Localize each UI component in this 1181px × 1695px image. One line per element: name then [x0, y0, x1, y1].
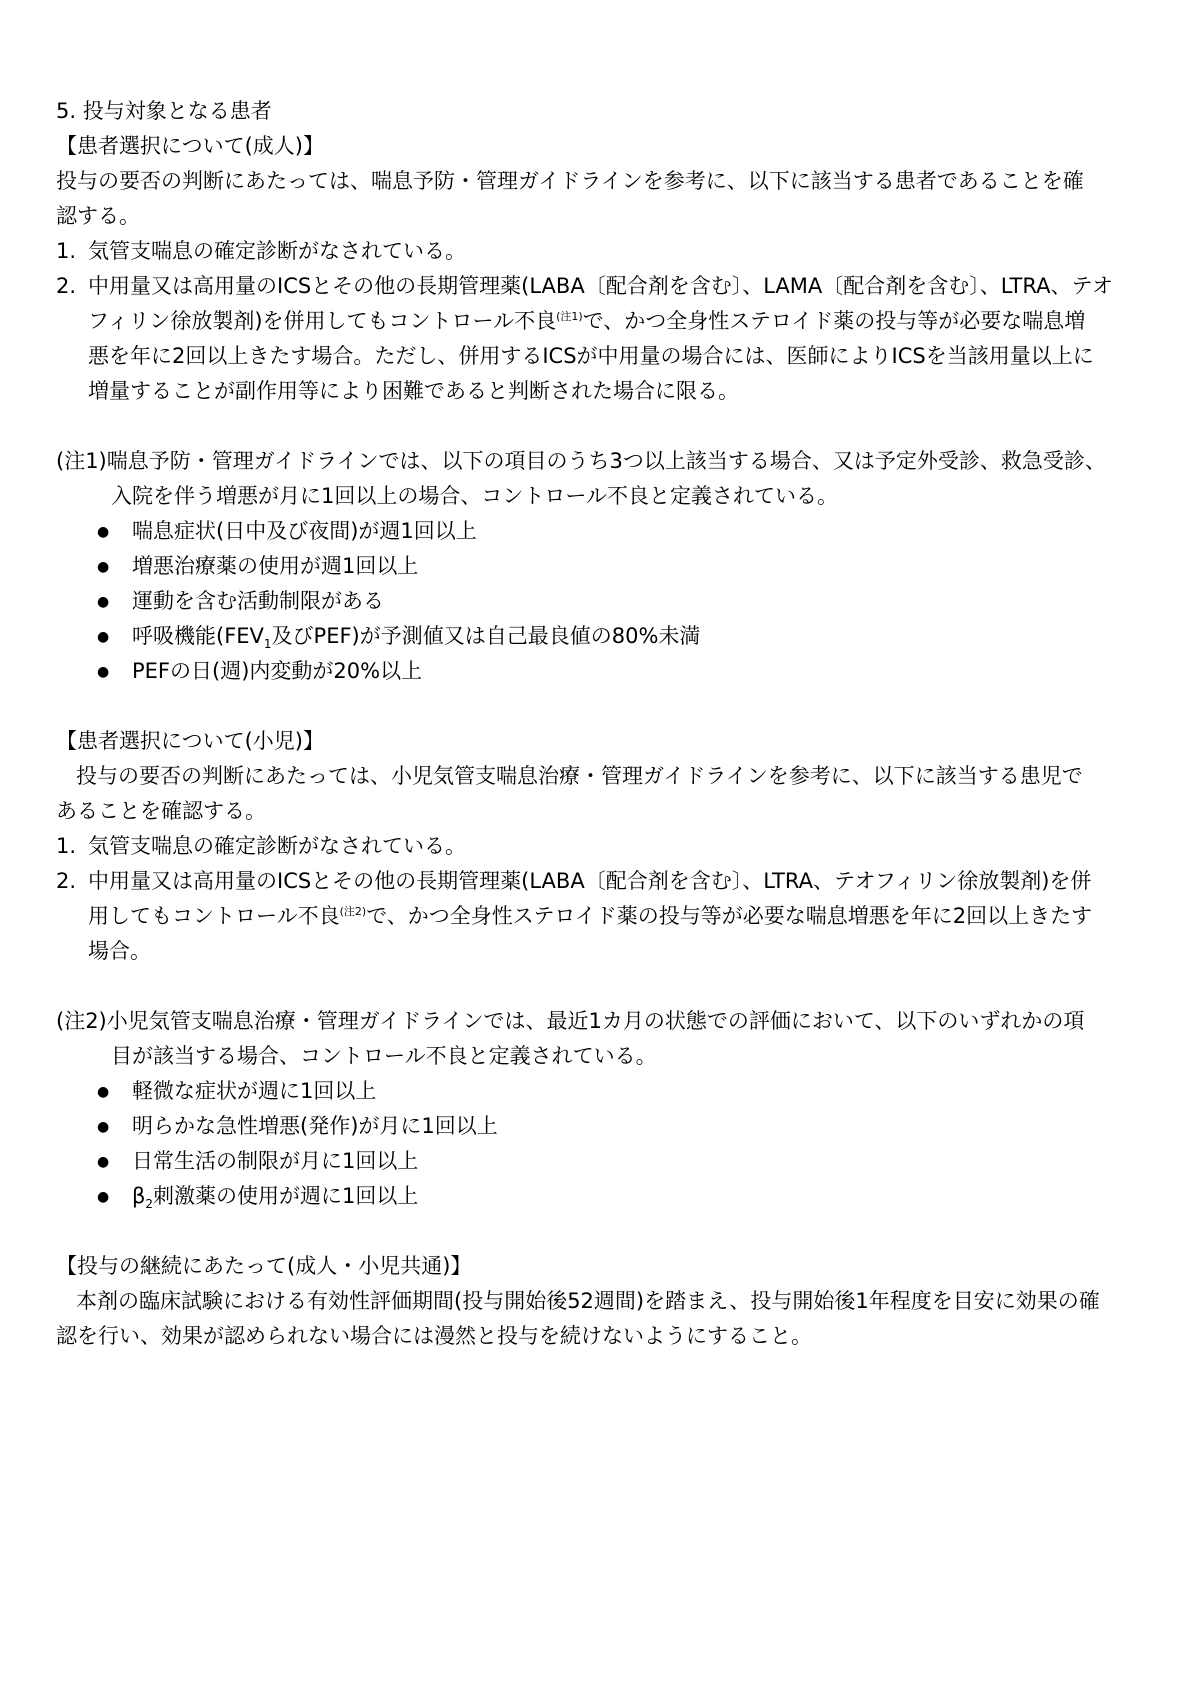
item-text: 中用量又は高用量のICSとその他の長期管理薬(LABA〔配合剤を含む〕、LTRA、テオフィリン徐放製剤)を併: [88, 869, 1092, 893]
bullet-item: [56, 619, 1136, 654]
bullet-item: [56, 654, 1136, 689]
adult-note: (注1)喘息予防・管理ガイドラインでは、以下の項目のうち3つ以上該当する場合、又は予定外受診、救急受診、: [56, 449, 1106, 473]
bullet-item: [56, 1144, 1136, 1179]
bullet-icon: ●: [97, 663, 110, 680]
item-text: フィリン徐放製剤)を併用してもコントロール不良: [88, 309, 557, 333]
item-number: 1.: [56, 834, 77, 858]
bullet-icon: ●: [97, 1118, 110, 1135]
bullet-icon: ●: [97, 558, 110, 575]
bullet-item: [56, 1074, 1136, 1109]
section-title: 5. 投与対象となる患者: [56, 99, 272, 123]
adult-intro-line: 投与の要否の判断にあたっては、喘息予防・管理ガイドラインを参考に、以下に該当する患者であることを確: [56, 169, 1084, 193]
child-criterion-1: [56, 829, 1136, 864]
subscript: 2: [145, 1197, 154, 1212]
bullet-text: 及びPEF)が予測値又は自己最良値の80%未満: [271, 624, 701, 648]
child-criterion-2: [56, 864, 1136, 899]
bullet-text: 運動を含む活動制限がある: [132, 589, 384, 613]
bullet-text: 日常生活の制限が月に1回以上: [132, 1149, 419, 1173]
item-text: 気管支喘息の確定診断がなされている。: [88, 834, 466, 858]
child-note: (注2)小児気管支喘息治療・管理ガイドラインでは、最近1カ月の状態での評価において、以下のいずれかの項: [56, 1009, 1085, 1033]
bullet-text: β: [132, 1184, 146, 1208]
continuation-heading: 【投与の継続にあたって(成人・小児共通)】: [56, 1254, 472, 1278]
bullet-text: 増悪治療薬の使用が週1回以上: [132, 554, 419, 578]
bullet-icon: ●: [97, 1153, 110, 1170]
adult-criterion-2-cont: 増量することが副作用等により困難であると判断された場合に限る。: [88, 379, 739, 403]
footnote-ref: (注1): [556, 310, 583, 323]
footnote-ref: (注2): [339, 905, 367, 918]
bullet-icon: ●: [97, 628, 110, 645]
adult-criterion-2-cont: 悪を年に2回以上きたす場合。ただし、併用するICSが中用量の場合には、医師によりICSを当該用量以上に: [88, 344, 1094, 368]
bullet-item: [56, 549, 1136, 584]
item-text: 気管支喘息の確定診断がなされている。: [88, 239, 466, 263]
item-number: 2.: [56, 274, 77, 298]
continuation-line: 認を行い、効果が認められない場合には漫然と投与を続けないようにすること。: [56, 1324, 812, 1348]
bullet-text: 明らかな急性増悪(発作)が月に1回以上: [132, 1114, 498, 1138]
child-criterion-2-cont: [56, 899, 1136, 934]
item-text: で、かつ全身性ステロイド薬の投与等が必要な喘息増悪を年に2回以上きたす: [366, 904, 1093, 928]
adult-intro-line: 認する。: [56, 204, 140, 228]
bullet-icon: ●: [97, 593, 110, 610]
item-text: 中用量又は高用量のICSとその他の長期管理薬(LABA〔配合剤を含む〕、LAMA〔配合剤を含む〕、LTRA、テオ: [88, 274, 1114, 298]
bullet-item: [56, 1179, 1136, 1214]
item-text: で、かつ全身性ステロイド薬の投与等が必要な喘息増: [582, 309, 1086, 333]
bullet-text: 軽微な症状が週に1回以上: [132, 1079, 377, 1103]
child-intro-line: 投与の要否の判断にあたっては、小児気管支喘息治療・管理ガイドラインを参考に、以下に該当する患児で: [76, 764, 1083, 788]
subscript: 1: [263, 637, 272, 652]
adult-criterion-2: [56, 269, 1136, 304]
bullet-text: 喘息症状(日中及び夜間)が週1回以上: [132, 519, 477, 543]
child-heading: 【患者選択について(小児)】: [56, 729, 324, 753]
child-note-cont: 目が該当する場合、コントロール不良と定義されている。: [111, 1044, 657, 1068]
item-text: 用してもコントロール不良: [88, 904, 340, 928]
item-number: 2.: [56, 869, 77, 893]
item-number: 1.: [56, 239, 77, 263]
bullet-icon: ●: [97, 1188, 110, 1205]
adult-criterion-2-cont: [56, 304, 1136, 339]
child-intro-line: あることを確認する。: [56, 799, 266, 823]
bullet-icon: ●: [97, 1083, 110, 1100]
document-page: [56, 94, 1136, 1354]
continuation-line: 本剤の臨床試験における有効性評価期間(投与開始後52週間)を踏まえ、投与開始後1年程度を目安に効果の確: [76, 1289, 1100, 1313]
adult-note-cont: 入院を伴う増悪が月に1回以上の場合、コントロール不良と定義されている。: [111, 484, 838, 508]
bullet-text: PEFの日(週)内変動が20%以上: [132, 659, 423, 683]
bullet-item: [56, 514, 1136, 549]
child-criterion-2-cont: 場合。: [88, 939, 151, 963]
bullet-icon: ●: [97, 523, 110, 540]
bullet-text: 呼吸機能(FEV: [132, 624, 264, 648]
bullet-item: [56, 1109, 1136, 1144]
adult-criterion-1: [56, 234, 1136, 269]
adult-heading: 【患者選択について(成人)】: [56, 134, 324, 158]
bullet-item: [56, 584, 1136, 619]
bullet-text: 刺激薬の使用が週に1回以上: [153, 1184, 419, 1208]
